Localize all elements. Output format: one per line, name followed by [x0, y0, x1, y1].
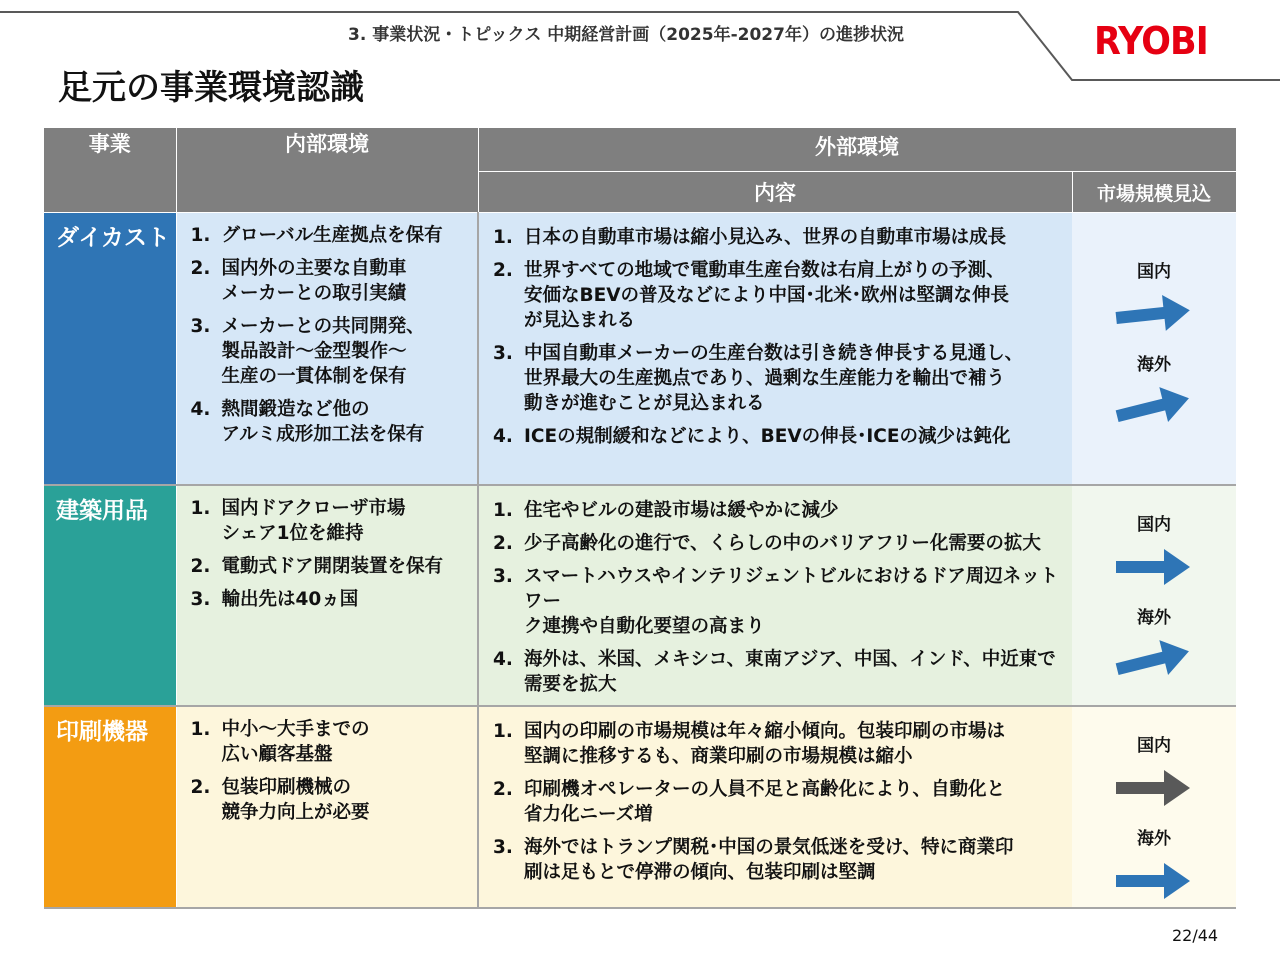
item-text: メーカーとの共同開発、 製品設計～金型製作～ 生産の一貫体制を保有 [221, 316, 425, 387]
overseas-trend-arrow-icon [1114, 381, 1194, 433]
item-number: 3. [493, 836, 513, 858]
domestic-label: 国内 [1137, 514, 1171, 535]
item-text: 少子高齢化の進行で、くらしの中のバリアフリー化需要の拡大 [524, 532, 1041, 554]
item-text: 包装印刷機械の 競争力向上が必要 [221, 776, 370, 823]
list-item [493, 647, 1062, 697]
item-number: 1. [493, 227, 513, 248]
item-number: 2. [190, 776, 211, 798]
list-item [191, 314, 468, 389]
market-outlook-cell [1072, 213, 1236, 485]
item-number: 4. [493, 648, 513, 670]
item-text: 海外は、米国、メキシコ、東南アジア、中国、インド、中近東で 需要を拡大 [524, 648, 1056, 695]
item-text: 熱間鍛造など他の アルミ成形加工法を保有 [221, 399, 425, 445]
overseas-label: 海外 [1137, 607, 1171, 628]
page-number: 22/44 [1172, 926, 1219, 945]
item-text: スマートハウスやインテリジェントビルにおけるドア周辺ネットワー ク連携や自動化要望の高まり [524, 565, 1059, 637]
external-content-cell [478, 485, 1072, 706]
list-item [493, 258, 1062, 333]
list-item [493, 341, 1062, 416]
domestic-label: 国内 [1137, 262, 1171, 282]
item-number: 1. [190, 225, 211, 246]
item-text: 世界すべての地域で電動車生産台数は右肩上がりの予測、 安価なBEVの普及などにより中国･北米･欧州は堅調な伸長 が見込まれる [524, 260, 1010, 331]
list-item [493, 719, 1062, 769]
item-text: 日本の自動車市場は縮小見込み、世界の自動車市場は成長 [524, 227, 1007, 248]
item-number: 3. [190, 316, 211, 337]
item-number: 3. [493, 565, 513, 587]
business-environment-table [44, 128, 1237, 909]
item-number: 3. [190, 588, 211, 610]
item-text: 印刷機オペレーターの人員不足と高齢化により、自動化と 省力化ニーズ増 [524, 778, 1006, 825]
list-item [191, 496, 468, 546]
item-number: 2. [493, 532, 513, 554]
overseas-trend-arrow-icon [1114, 855, 1194, 907]
list-item [191, 587, 468, 612]
list-item [493, 835, 1062, 885]
item-number: 4. [190, 399, 211, 420]
item-text: 国内外の主要な自動車 メーカーとの取引実績 [221, 258, 407, 304]
list-item [191, 554, 468, 579]
list-item [493, 498, 1062, 523]
header-business: 事業 [44, 128, 176, 213]
external-content-cell [478, 706, 1072, 908]
list-item [493, 225, 1062, 250]
table-row [44, 485, 1236, 706]
item-text: 中国自動車メーカーの生産台数は引き続き伸長する見通し、 世界最大の生産拠点であり、過剰な生産能力を輸出で補う 動きが進むことが見込まれる [524, 343, 1024, 414]
item-text: 海外ではトランプ関税･中国の景気低迷を受け、特に商業印 刷は足もとで停滞の傾向、包装印刷は堅調 [524, 836, 1014, 883]
list-item [191, 256, 468, 306]
item-text: 国内ドアクローザ市場 シェア1位を維持 [221, 497, 406, 544]
item-text: 中小～大手までの 広い顧客基盤 [221, 718, 370, 765]
list-item [191, 717, 468, 767]
header-internal: 内部環境 [176, 128, 478, 213]
overseas-label: 海外 [1137, 355, 1171, 375]
internal-environment-cell [176, 213, 478, 485]
list-item [191, 775, 468, 825]
domestic-trend-arrow-icon [1114, 288, 1194, 340]
market-outlook-cell [1072, 485, 1236, 706]
header-market: 市場規模見込 [1072, 172, 1236, 213]
item-number: 3. [493, 343, 513, 364]
list-item [493, 777, 1062, 827]
domestic-label: 国内 [1137, 735, 1171, 756]
internal-environment-cell [176, 485, 478, 706]
list-item [191, 223, 468, 248]
domestic-trend-arrow-icon [1114, 541, 1194, 593]
overseas-trend-arrow-icon [1114, 634, 1194, 686]
list-item [493, 531, 1062, 556]
domestic-trend-arrow-icon [1114, 762, 1194, 814]
market-outlook-cell [1072, 706, 1236, 908]
list-item [493, 564, 1062, 639]
header-external: 外部環境 [478, 128, 1236, 172]
overseas-label: 海外 [1137, 828, 1171, 849]
item-text: 国内の印刷の市場規模は年々縮小傾向。包装印刷の市場は 堅調に推移するも、商業印刷の市場規模は縮小 [524, 720, 1006, 767]
item-number: 4. [493, 426, 513, 447]
list-item [191, 397, 468, 447]
item-number: 2. [493, 778, 513, 800]
item-number: 2. [190, 555, 211, 577]
item-text: 輸出先は40ヵ国 [221, 588, 359, 610]
item-number: 1. [493, 499, 513, 521]
item-number: 2. [190, 258, 211, 279]
internal-environment-cell [176, 706, 478, 908]
business-name: 建築用品 [44, 485, 176, 706]
item-text: グローバル生産拠点を保有 [221, 225, 443, 246]
item-number: 1. [190, 497, 211, 519]
external-content-cell [478, 213, 1072, 485]
business-name: ダイカスト [44, 213, 176, 485]
business-name: 印刷機器 [44, 706, 176, 908]
item-number: 1. [493, 720, 513, 742]
table-row [44, 706, 1236, 908]
breadcrumb: 3. 事業状況・トピックス 中期経営計画（2025年-2027年）の進捗状況 [348, 25, 904, 45]
item-number: 2. [493, 260, 513, 281]
item-text: 住宅やビルの建設市場は緩やかに減少 [524, 499, 839, 521]
ryobi-logo: RYOBI [1094, 19, 1208, 63]
header-content: 内容 [478, 172, 1072, 213]
item-text: 電動式ドア開閉装置を保有 [221, 555, 443, 577]
item-number: 1. [190, 718, 211, 740]
page-title: 足元の事業環境認識 [58, 68, 364, 108]
list-item [493, 424, 1062, 449]
item-text: ICEの規制緩和などにより、BEVの伸長･ICEの減少は鈍化 [524, 426, 1011, 447]
table-row [44, 213, 1236, 485]
